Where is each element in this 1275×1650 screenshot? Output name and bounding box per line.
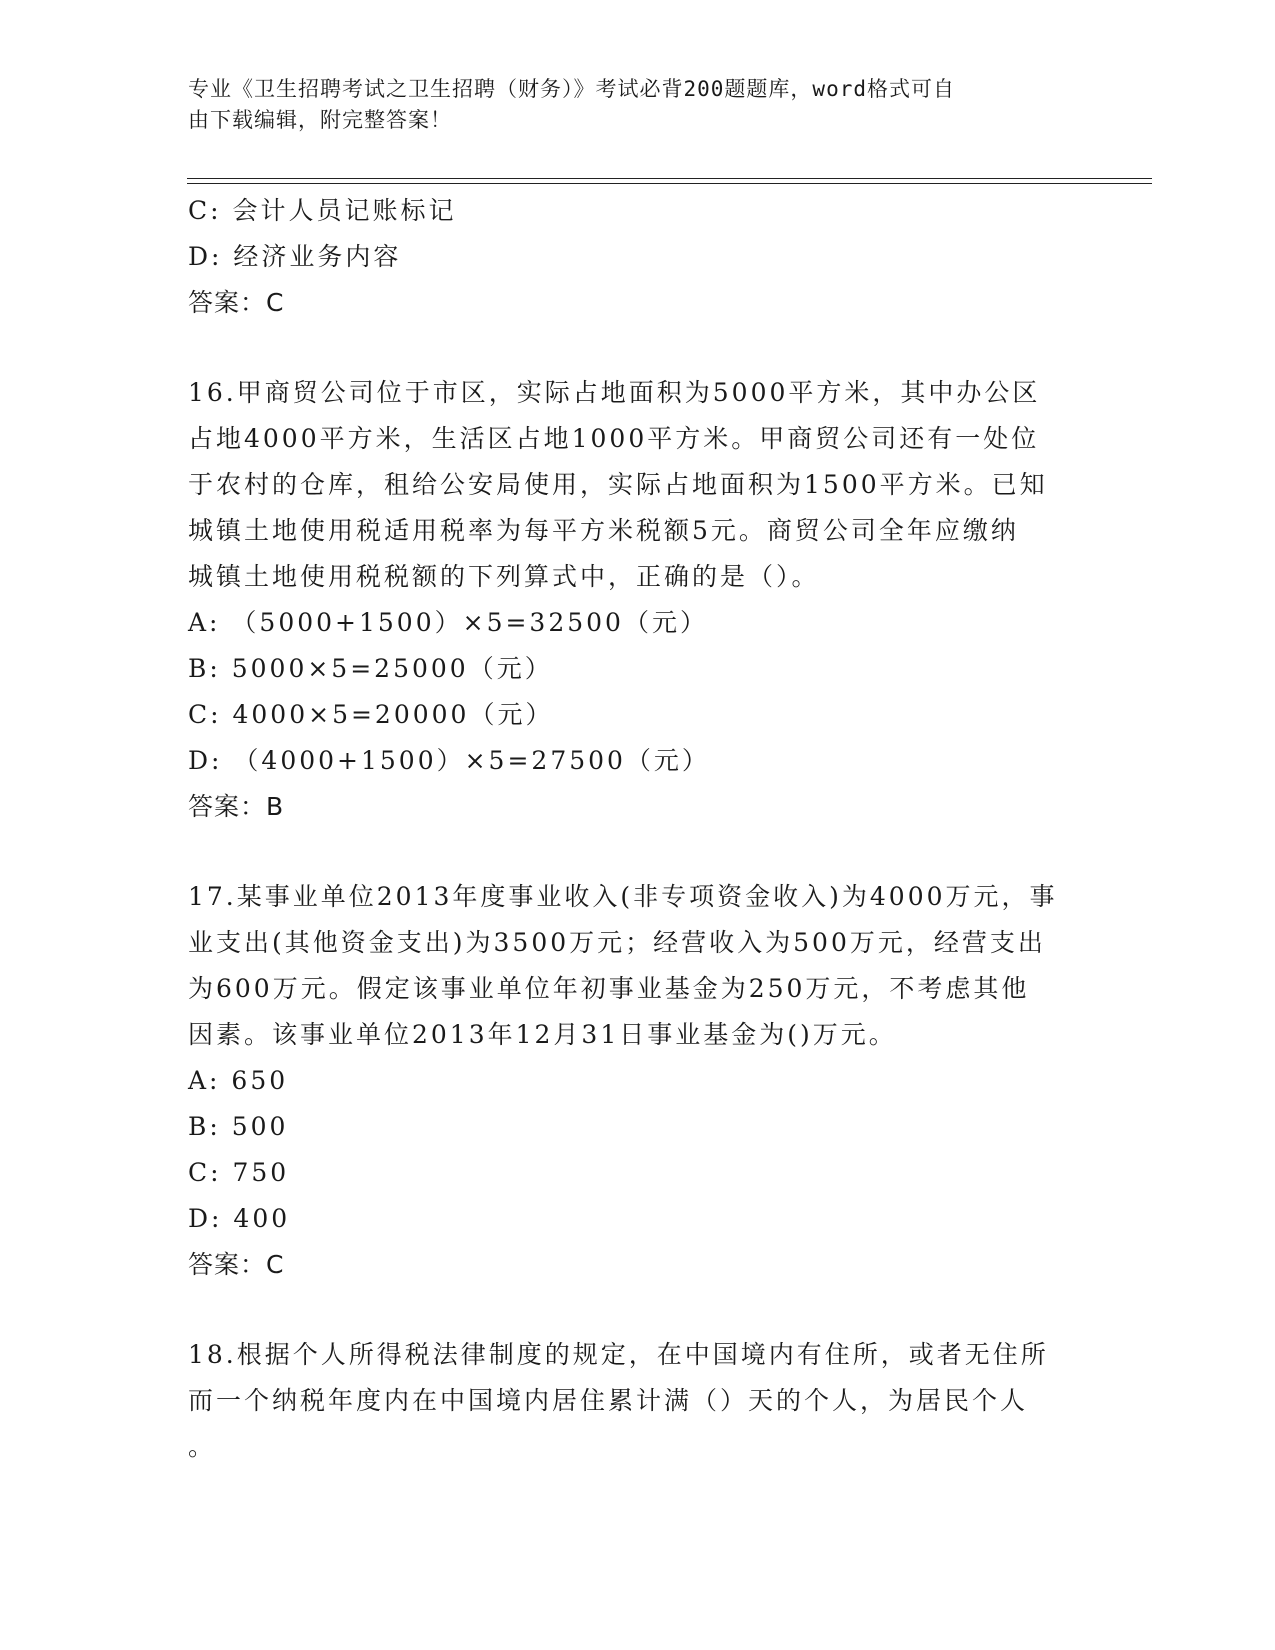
question-stem-line: 城镇土地使用税适用税率为每平方米税额5元。商贸公司全年应缴纳 (188, 516, 1019, 545)
document-body (188, 188, 1088, 1470)
question-17 (188, 874, 1088, 1288)
question-stem-line: 业支出(其他资金支出)为3500万元；经营收入为500万元，经营支出 (188, 928, 1046, 957)
question-gap (188, 326, 1088, 370)
question-stem-line: 于农村的仓库，租给公安局使用，实际占地面积为1500平方米。已知 (188, 470, 1048, 499)
question-stem-line: 。 (188, 1432, 217, 1461)
option-c: C: 750 (188, 1158, 290, 1187)
header-line-2: 由下载编辑，附完整答案！ (188, 108, 452, 132)
option-b: B: 500 (188, 1112, 289, 1141)
option-c: C: 4000×5=20000（元） (188, 700, 554, 729)
header-divider-top (187, 178, 1152, 179)
option-d: D: 经济业务内容 (188, 242, 402, 271)
question-stem-line: 而一个纳税年度内在中国境内居住累计满（）天的个人，为居民个人 (188, 1386, 1029, 1415)
option-a: A: （5000+1500）×5=32500（元） (188, 608, 708, 637)
header-line-1: 专业《卫生招聘考试之卫生招聘（财务）》考试必背200题题库，word格式可自 (188, 77, 955, 101)
question-stem-line: 为600万元。假定该事业单位年初事业基金为250万元，不考虑其他 (188, 974, 1030, 1003)
document-header (188, 74, 1068, 136)
option-c: C: 会计人员记账标记 (188, 196, 457, 225)
question-stem-line: 占地4000平方米，生活区占地1000平方米。甲商贸公司还有一处位 (188, 424, 1040, 453)
question-15-tail (188, 188, 1088, 326)
question-gap (188, 1288, 1088, 1332)
question-stem-line: 因素。该事业单位2013年12月31日事业基金为()万元。 (188, 1020, 897, 1049)
option-a: A: 650 (188, 1066, 289, 1095)
option-d: D: （4000+1500）×5=27500（元） (188, 746, 710, 775)
question-stem-line: 城镇土地使用税税额的下列算式中，正确的是（）。 (188, 562, 820, 591)
option-b: B: 5000×5=25000（元） (188, 654, 553, 683)
header-divider-bottom (187, 183, 1152, 184)
question-16 (188, 370, 1088, 830)
answer-label: 答案：C (188, 1250, 285, 1279)
question-18 (188, 1332, 1088, 1470)
answer-label: 答案：C (188, 288, 285, 317)
question-stem-line: 18.根据个人所得税法律制度的规定，在中国境内有住所，或者无住所 (188, 1340, 1049, 1369)
question-stem-line: 17.某事业单位2013年度事业收入(非专项资金收入)为4000万元，事 (188, 882, 1058, 911)
question-gap (188, 830, 1088, 874)
question-stem-line: 16.甲商贸公司位于市区，实际占地面积为5000平方米，其中办公区 (188, 378, 1041, 407)
answer-label: 答案：B (188, 792, 285, 821)
option-d: D: 400 (188, 1204, 291, 1233)
